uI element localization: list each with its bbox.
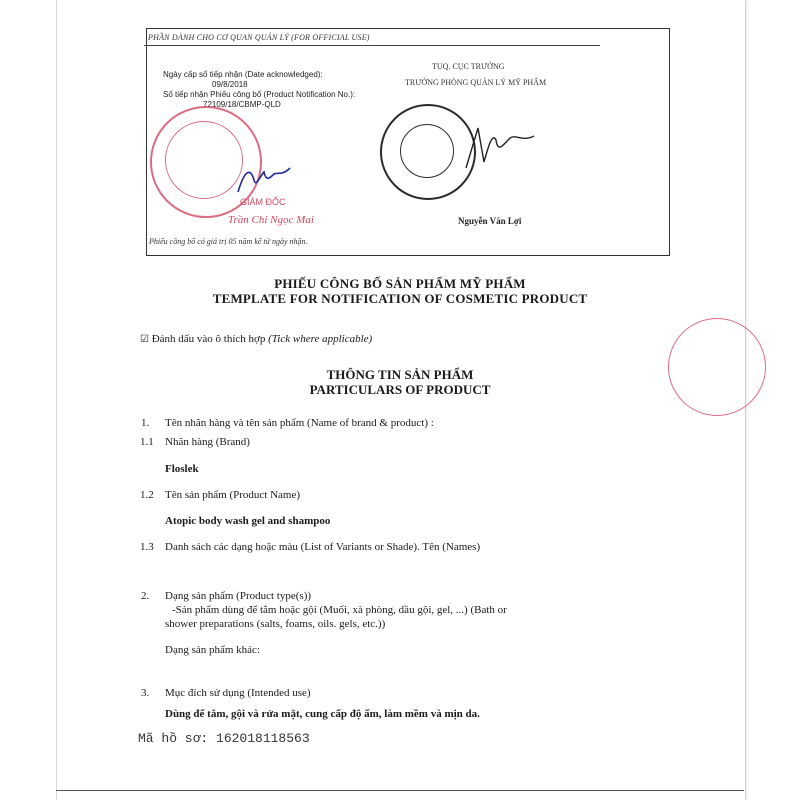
brand-value: Floslek	[165, 463, 199, 475]
item-2-other: Dạng sản phẩm khác:	[165, 644, 260, 656]
tick-instruction	[140, 333, 372, 345]
item-2-subtext-2: shower preparations (salts, foams, oils. gels, etc.))	[165, 618, 386, 630]
item-3-text: Mục đích sử dụng (Intended use)	[165, 687, 311, 699]
tick-label: Đánh dấu vào ô thích hợp	[151, 333, 266, 345]
official-box-header: PHẦN DÀNH CHO CƠ QUAN QUẢN LÝ (FOR OFFICIAL USE)	[148, 33, 370, 42]
item-2-subtext-1: -Sản phẩm dùng để tắm hoặc gội (Muối, xà phòng, dầu gội, gel, ...) (Bath or	[172, 604, 507, 616]
product-name-value: Atopic body wash gel and shampoo	[165, 515, 331, 527]
black-seal-emblem-ring	[400, 124, 454, 178]
notification-label: Số tiếp nhận Phiếu công bố (Product Notification No.):	[163, 90, 356, 99]
signer-signature-icon	[460, 118, 540, 178]
header-divider	[144, 45, 600, 46]
tuq-line2: TRƯỞNG PHÒNG QUẢN LÝ MỸ PHẨM	[405, 78, 547, 87]
director-title: GIÁM ĐỐC	[240, 197, 286, 207]
item-2-text: Dạng sản phẩm (Product type(s))	[165, 590, 312, 602]
item-1-1-number: 1.1	[140, 436, 154, 448]
item-1-3-number: 1.3	[140, 541, 154, 553]
tick-label-english: (Tick where applicable)	[268, 333, 373, 345]
notification-value: 72109/18/CBMP-QLD	[203, 100, 281, 109]
item-1-1-text: Nhãn hàng (Brand)	[165, 436, 250, 448]
section-heading-vietnamese: THÔNG TIN SẢN PHẨM	[326, 367, 474, 382]
intended-use-value: Dùng để tắm, gội và rửa mặt, cung cấp độ ẩm, làm mềm và mịn da.	[165, 708, 480, 720]
signer-name: Nguyễn Văn Lợi	[458, 216, 522, 226]
director-signature-icon	[234, 158, 294, 202]
item-2-number: 2.	[141, 590, 150, 602]
title-english: TEMPLATE FOR NOTIFICATION OF COSMETIC PRODUCT	[212, 291, 588, 306]
director-name: Trần Chi Ngọc Mai	[228, 214, 314, 226]
item-3-number: 3.	[141, 687, 150, 699]
red-seal-inner-ring	[165, 121, 243, 199]
checkbox-icon: ☑	[140, 334, 149, 345]
item-1-text: Tên nhãn hàng và tên sản phẩm (Name of brand & product) :	[165, 417, 434, 429]
item-1-2-text: Tên sản phẩm (Product Name)	[165, 489, 301, 501]
item-1-number: 1.	[141, 417, 150, 429]
tuq-line1: TUQ. CỤC TRƯỞNG	[432, 62, 505, 71]
validity-note: Phiếu công bố có giá trị 05 năm kể từ ngày nhận.	[149, 237, 308, 246]
record-code: Mã hồ sơ: 162018118563	[138, 731, 310, 746]
item-1-3-text: Danh sách các dạng hoặc màu (List of Variants or Shade). Tên (Names)	[165, 541, 481, 553]
section-heading-english: PARTICULARS OF PRODUCT	[309, 382, 491, 397]
date-value: 09/8/2018	[212, 80, 248, 89]
date-label: Ngày cấp số tiếp nhận (Date acknowledged):	[163, 70, 323, 79]
page-bottom-edge	[56, 790, 744, 791]
title-vietnamese: PHIẾU CÔNG BỐ SẢN PHẨM MỸ PHẨM	[274, 276, 526, 291]
item-1-2-number: 1.2	[140, 489, 154, 501]
